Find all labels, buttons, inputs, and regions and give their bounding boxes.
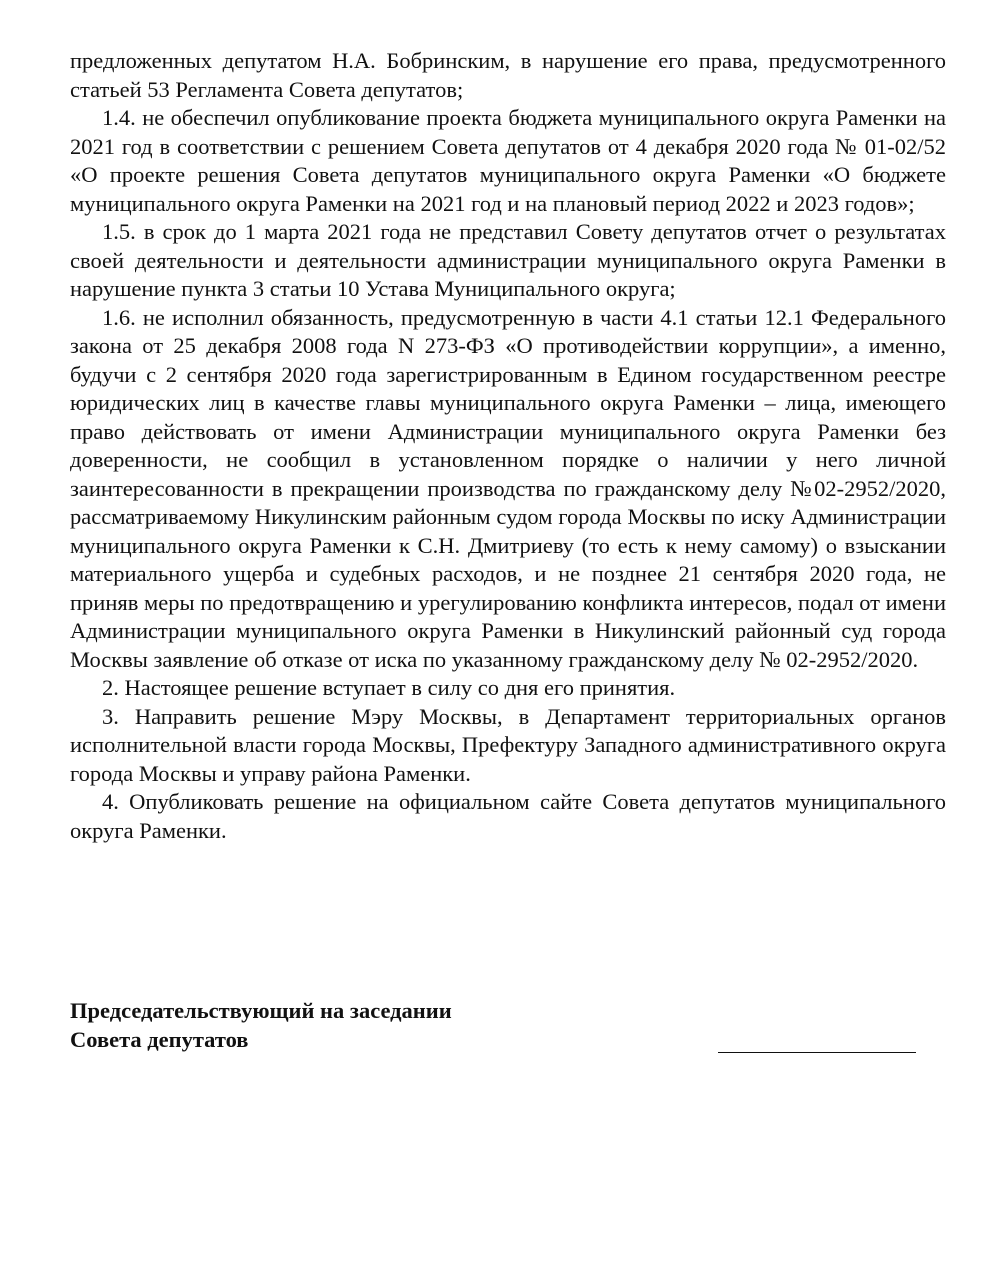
signature-line xyxy=(718,1052,916,1053)
paragraph-item-2: 2. Настоящее решение вступает в силу со дня его принятия. xyxy=(102,675,676,700)
signature-subtitle: Совета депутатов xyxy=(70,1026,249,1052)
document-body xyxy=(70,47,946,845)
paragraph-continuation: предложенных депутатом Н.А. Бобринским, в нарушение его права, предусмотренного статьей 53 Регламента Совета депутатов; xyxy=(70,48,946,102)
paragraph-item-1-5: 1.5. в срок до 1 марта 2021 года не представил Совету депутатов отчет о результатах своей деятельности и деятельности администрации муниципального округа Раменки в нарушение пункта 3 статьи 10 Устава Муниципального округа; xyxy=(70,219,946,301)
paragraph-item-1-6: 1.6. не исполнил обязанность, предусмотренную в части 4.1 статьи 12.1 Федерального закона от 25 декабря 2008 года N 273-ФЗ «О противодействии коррупции», а именно, будучи с 2 сентября 2020 года зарегистрированным в Едином государственном реестре юридических лиц в качестве главы муниципального округа Раменки – лица, имеющего право действовать от имени Администрации муниципального округа Раменки без доверенности, не сообщил в установленном порядке о наличии у него личной заинтересованности в прекращении производства по гражданскому делу №02-2952/2020, рассматриваемому Никулинским районным судом города Москвы по иску Администрации муниципального округа Раменки к С.Н. Дмитриеву (то есть к нему самому) о взыскании материального ущерба и судебных расходов, и не позднее 21 сентября 2020 года, не приняв меры по предотвращению и урегулированию конфликта интересов, подал от имени Администрации муниципального округа Раменки в Никулинский районный суд города Москвы заявление об отказе от иска по указанному гражданскому делу № 02-2952/2020. xyxy=(70,304,946,672)
signature-block xyxy=(70,997,946,1054)
paragraph-item-3: 3. Направить решение Мэру Москвы, в Департамент территориальных органов исполнительной власти города Москвы, Префектуру Западного административного округа города Москвы и управу района Раменки. xyxy=(70,703,946,786)
paragraph-item-4: 4. Опубликовать решение на официальном сайте Совета депутатов муниципального округа Раменки. xyxy=(70,789,946,843)
signature-title: Председательствующий на заседании xyxy=(70,998,452,1023)
paragraph-item-1-4: 1.4. не обеспечил опубликование проекта бюджета муниципального округа Раменки на 2021 год в соответствии с решением Совета депутатов от 4 декабря 2020 года № 01-02/52 «О проекте решения Совета депутатов муниципального округа Раменки «О бюджете муниципального округа Раменки на 2021 год и на плановый период 2022 и 2023 годов»; xyxy=(70,105,946,216)
